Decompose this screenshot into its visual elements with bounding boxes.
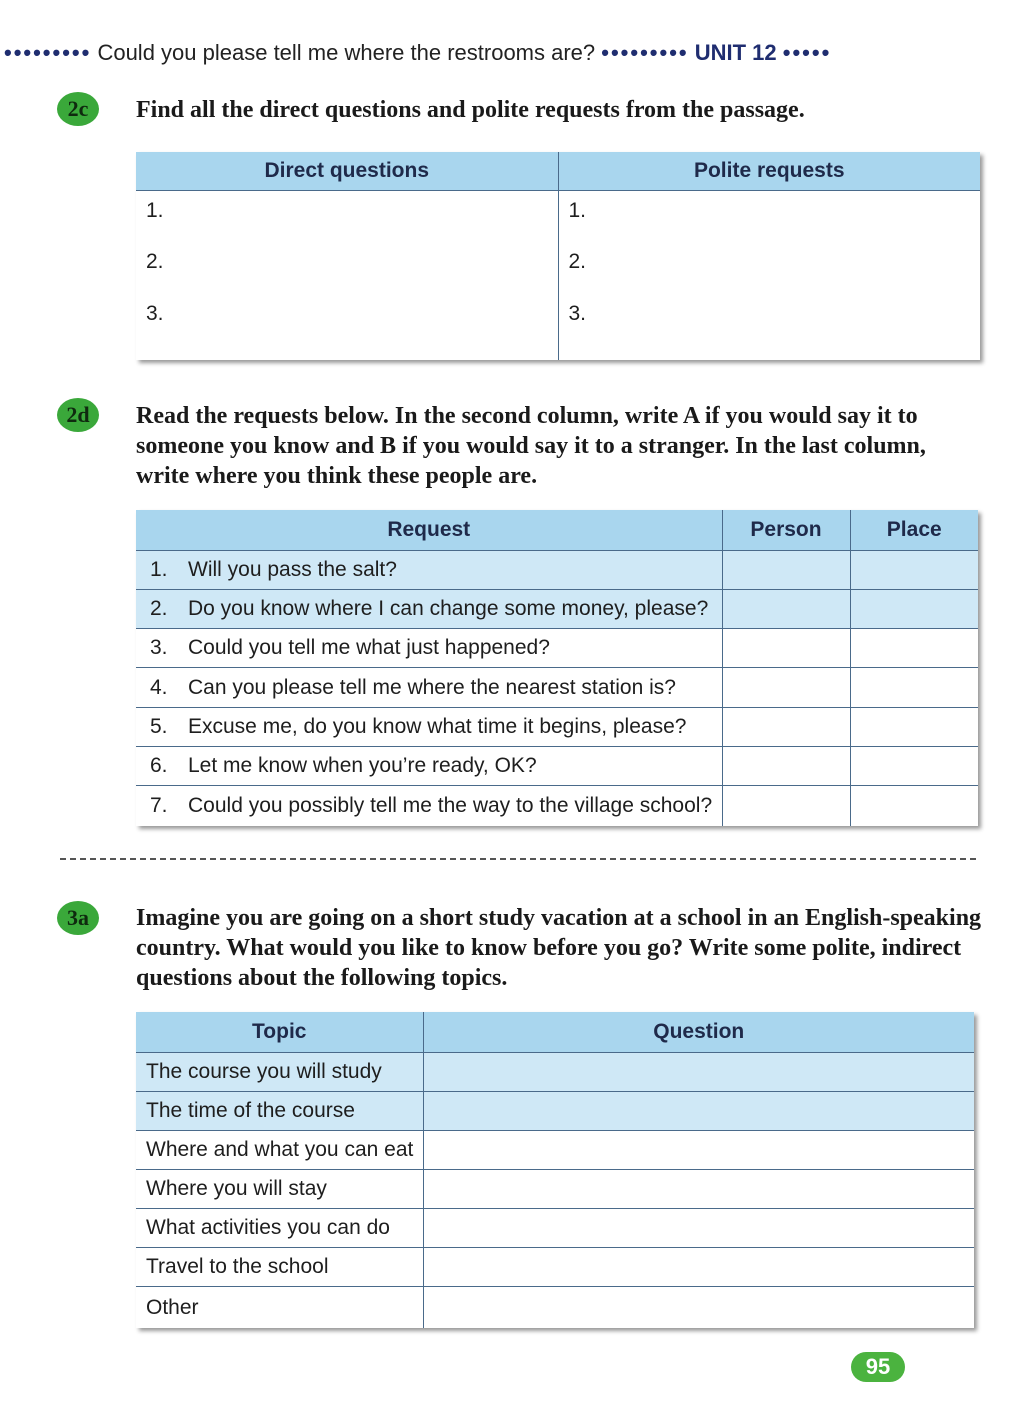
table-2d (136, 510, 978, 826)
col-header-place: Place (850, 510, 978, 550)
request-cell (136, 629, 722, 668)
request-row (136, 746, 978, 785)
topic-row (136, 1091, 974, 1130)
place-cell[interactable] (850, 707, 978, 746)
header-dots-right: ••••• (782, 40, 832, 65)
request-text: Could you possibly tell me the way to the village school? (188, 794, 713, 818)
topic-cell: The time of the course (136, 1091, 423, 1130)
request-row (136, 786, 978, 826)
topic-cell: Where you will stay (136, 1169, 423, 1208)
instruction-3a: Imagine you are going on a short study vacation at a school in an English-speaking country. What would you like to know before you go? Write some polite, indirect questions about the following topics. (136, 905, 982, 991)
instruction-2d: Read the requests below. In the second column, write A if you would say it to someone you know and B if you would say it to a stranger. In the last column, write where you think these people are. (136, 403, 926, 489)
running-header (4, 40, 964, 72)
col-header-topic: Topic (136, 1012, 423, 1052)
request-row (136, 550, 978, 589)
request-cell (136, 707, 722, 746)
badge-2d: 2d (57, 398, 99, 432)
place-cell[interactable] (850, 746, 978, 785)
request-text: Will you pass the salt? (188, 557, 397, 581)
request-cell (136, 550, 722, 589)
request-text: Let me know when you’re ready, OK? (188, 754, 537, 778)
request-row (136, 589, 978, 628)
person-cell[interactable] (722, 550, 850, 589)
col-header-request: Request (136, 510, 722, 550)
request-number: 6. (150, 754, 168, 778)
place-cell[interactable] (850, 550, 978, 589)
header-dots-left: ••••••••• (4, 40, 92, 65)
request-cell (136, 786, 722, 826)
request-number: 5. (150, 714, 168, 738)
person-cell[interactable] (722, 707, 850, 746)
place-cell[interactable] (850, 589, 978, 628)
request-row (136, 707, 978, 746)
topic-cell: What activities you can do (136, 1209, 423, 1248)
question-cell[interactable] (423, 1091, 974, 1130)
topic-row (136, 1287, 974, 1328)
person-cell[interactable] (722, 589, 850, 628)
col-header-question: Question (423, 1012, 974, 1052)
request-row (136, 629, 978, 668)
request-number: 2. (150, 597, 168, 621)
col-header-direct-questions: Direct questions (136, 152, 558, 190)
page-number: 95 (851, 1352, 905, 1382)
polite-request-1[interactable]: 1. (568, 198, 587, 222)
section-divider (60, 858, 976, 860)
request-cell (136, 746, 722, 785)
col-header-person: Person (722, 510, 850, 550)
topic-cell: Where and what you can eat (136, 1130, 423, 1169)
request-text: Do you know where I can change some money, please? (188, 597, 709, 621)
topic-row (136, 1248, 974, 1287)
question-cell[interactable] (423, 1130, 974, 1169)
polite-request-2[interactable]: 2. (568, 250, 587, 273)
unit-label: UNIT 12 (694, 40, 777, 65)
person-cell[interactable] (722, 746, 850, 785)
person-cell[interactable] (722, 668, 850, 707)
question-cell[interactable] (423, 1287, 974, 1328)
request-number: 1. (150, 557, 168, 581)
topic-row (136, 1209, 974, 1248)
instruction-2c: Find all the direct questions and polite requests from the passage. (136, 97, 805, 123)
request-number: 3. (150, 636, 168, 660)
topic-row (136, 1169, 974, 1208)
question-cell[interactable] (423, 1209, 974, 1248)
topic-cell: Other (136, 1287, 423, 1328)
badge-2c: 2c (57, 92, 99, 126)
polite-request-3[interactable]: 3. (568, 302, 587, 325)
place-cell[interactable] (850, 786, 978, 826)
direct-question-1[interactable]: 1. (136, 190, 558, 242)
request-text: Can you please tell me where the nearest station is? (188, 675, 676, 699)
header-title: Could you please tell me where the restrooms are? (97, 40, 596, 65)
topic-cell: Travel to the school (136, 1248, 423, 1287)
place-cell[interactable] (850, 668, 978, 707)
request-number: 7. (150, 794, 168, 818)
table-3a (136, 1012, 974, 1328)
direct-question-2[interactable]: 2. (136, 242, 558, 294)
header-dots-mid: ••••••••• (601, 40, 689, 65)
request-cell (136, 668, 722, 707)
request-row (136, 668, 978, 707)
topic-row (136, 1130, 974, 1169)
place-cell[interactable] (850, 629, 978, 668)
question-cell[interactable] (423, 1169, 974, 1208)
question-cell[interactable] (423, 1248, 974, 1287)
request-cell (136, 589, 722, 628)
topic-cell: The course you will study (136, 1052, 423, 1091)
request-text: Could you tell me what just happened? (188, 636, 550, 660)
request-number: 4. (150, 675, 168, 699)
person-cell[interactable] (722, 629, 850, 668)
request-text: Excuse me, do you know what time it begins, please? (188, 714, 687, 738)
topic-row (136, 1052, 974, 1091)
direct-question-3[interactable]: 3. (136, 294, 558, 360)
col-header-polite-requests: Polite requests (558, 152, 980, 190)
question-cell[interactable] (423, 1052, 974, 1091)
badge-3a: 3a (57, 901, 99, 935)
person-cell[interactable] (722, 786, 850, 826)
table-2c (136, 152, 980, 360)
